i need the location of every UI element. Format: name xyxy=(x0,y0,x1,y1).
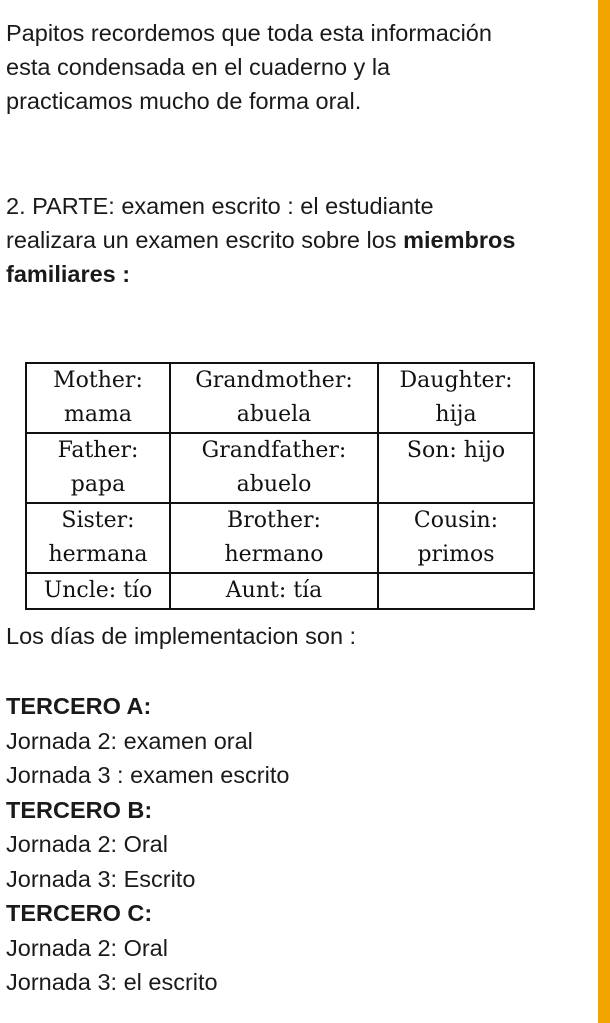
table-cell: Father: papa xyxy=(26,433,170,503)
intro-paragraph xyxy=(6,16,594,118)
schedule-group xyxy=(6,793,594,897)
parte-line xyxy=(6,223,594,257)
parte-line: 2. PARTE: examen escrito : el estudiante xyxy=(6,193,434,219)
table-cell: Uncle: tío xyxy=(26,573,170,609)
intro-line: practicamos mucho de forma oral. xyxy=(6,88,362,114)
exam-schedule xyxy=(6,689,594,1000)
accent-scroll-bar xyxy=(598,0,610,1023)
group-title: TERCERO C: xyxy=(6,900,153,926)
parte-bold-text: familiares : xyxy=(6,261,131,287)
table-cell: Cousin: primos xyxy=(378,503,534,573)
parte-text: realizara un examen escrito sobre los xyxy=(6,227,404,253)
intro-line: Papitos recordemos que toda esta información xyxy=(6,20,492,46)
intro-line: esta condensada en el cuaderno y la xyxy=(6,54,391,80)
table-cell: Sister: hermana xyxy=(26,503,170,573)
table-row xyxy=(26,433,534,503)
table-cell: Son: hijo xyxy=(378,433,534,503)
table-cell: Grandmother: abuela xyxy=(170,363,378,433)
parte-line xyxy=(6,257,594,291)
table-cell: Brother: hermano xyxy=(170,503,378,573)
session-line: Jornada 3: el escrito xyxy=(6,969,218,995)
session-line: Jornada 3 : examen escrito xyxy=(6,762,290,788)
table-row xyxy=(26,503,534,573)
table-row xyxy=(26,363,534,433)
table-cell: Aunt: tía xyxy=(170,573,378,609)
session-line: Jornada 2: Oral xyxy=(6,934,168,961)
table-cell: Mother: mama xyxy=(26,363,170,433)
group-title: TERCERO A: xyxy=(6,693,152,719)
implementation-days-heading: Los días de implementacion son : xyxy=(6,623,357,649)
parte-bold-text: miembros xyxy=(403,227,516,253)
session-line: Jornada 2: examen oral xyxy=(6,727,253,754)
table-cell: Daughter: hija xyxy=(378,363,534,433)
table-cell: Grandfather: abuelo xyxy=(170,433,378,503)
parte-paragraph xyxy=(6,189,594,291)
session-line: Jornada 3: Escrito xyxy=(6,865,196,892)
session-line: Jornada 2: Oral xyxy=(6,831,168,857)
table-row xyxy=(26,573,534,609)
family-vocabulary-table xyxy=(25,362,535,610)
group-title: TERCERO B: xyxy=(6,796,153,823)
schedule-group xyxy=(6,689,594,793)
table-cell-empty xyxy=(378,573,534,609)
schedule-group xyxy=(6,896,594,1000)
